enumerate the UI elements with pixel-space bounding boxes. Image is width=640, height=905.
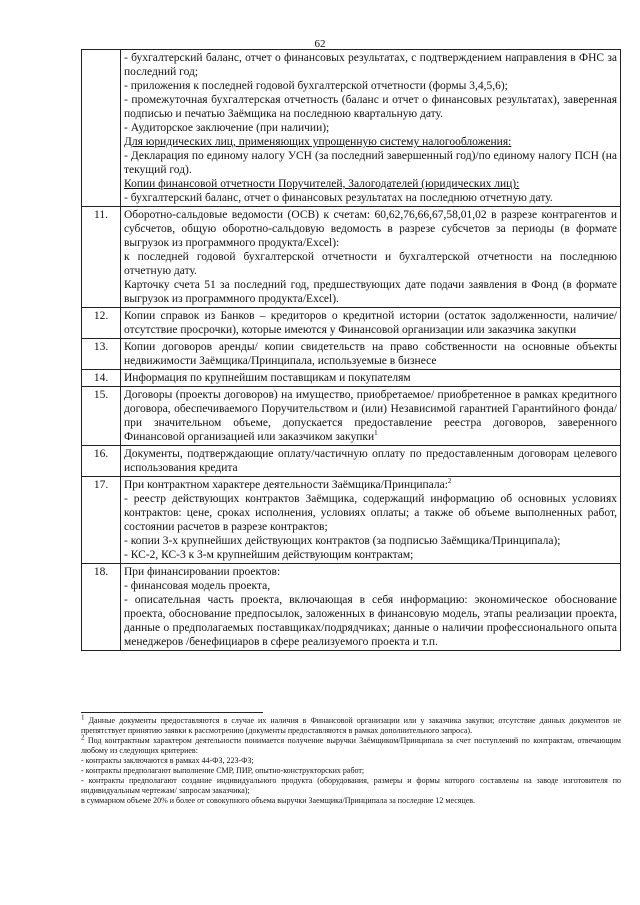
footnote-1 (81, 713, 621, 736)
documents-table (81, 49, 621, 651)
row-number: 18. (82, 564, 121, 651)
row-number: 16. (82, 446, 121, 477)
table-row (82, 207, 621, 308)
row-number: 11. (82, 207, 121, 308)
footnote-ref: 2 (447, 477, 452, 486)
row-number (82, 50, 121, 207)
row-number: 14. (82, 370, 121, 387)
footnote-2 (81, 733, 621, 756)
row-content (121, 50, 621, 207)
page-number: 62 (314, 38, 326, 50)
footnote-text: Данные документы предоставляются в случае их наличия в Финансовой организации или у заказчика закупки; отсутствие данных документов не препятствует принятию заявки к рассмотрению (документы предоставляются в рамках дополнительного запроса). (81, 716, 621, 735)
list-item: - Декларация по единому налогу УСН (за последний завершенный год)/по единому налогу ПСН (на текущий год). (124, 150, 617, 176)
table-row (82, 339, 621, 370)
row-content: Информация по крупнейшим поставщикам и покупателям (121, 370, 621, 387)
list-item: - промежуточная бухгалтерская отчетность (баланс и отчет о финансовых результатах), заверенная подписью и печатью Заёмщика на последнюю квартальную дату. (124, 94, 617, 120)
list-item: - Аудиторское заключение (при наличии); (124, 122, 330, 134)
row-text: Карточку счета 51 за последний год, предшествующих дате подачи заявления в Фонд (в формате выгрузок из программного продукта/Excel). (124, 279, 617, 305)
row-content (121, 207, 621, 308)
list-item: - описательная часть проекта, включающая в себя информацию: экономическое обоснование проекта, обоснование предпосылок, заложенных в финансовую модель, этапы реализации проекта, данные о предполагаемых поставщиках/подрядчиках; данные о наличии профессионального опыта менеджеров /бенефициаров в сфере реализуемого проекта и т.п. (124, 594, 617, 648)
row-heading-text: При контрактном характере деятельности Заёмщика/Принципала: (124, 479, 448, 491)
footnote-ref: 1 (374, 429, 378, 438)
list-item: - приложения к последней годовой бухгалтерской отчетности (формы 3,4,5,6); (124, 80, 508, 92)
row-content (121, 387, 621, 446)
list-item: - финансовая модель проекта, (124, 580, 271, 592)
footnotes (81, 713, 621, 806)
row-number: 12. (82, 308, 121, 339)
row-content: Копии справок из Банков – кредиторов о кредитной истории (остаток задолженности, наличие/отсутствие просрочки), которые имеются у Финансовой организации или заказчика закупки (121, 308, 621, 339)
list-item: - бухгалтерский баланс, отчет о финансовых результатах, с подтверждением направления в ФНС за последний год; (124, 52, 617, 78)
row-content: Документы, подтверждающие оплату/частичную оплату по предоставленным договорам целевого использования кредита (121, 446, 621, 477)
table-row (82, 370, 621, 387)
footnote-text: Под контрактным характером деятельности понимается получение выручки Заёмщиком/Принципала за счет поступлений по контрактам, отвечающим любому из следующих критериев: (81, 736, 621, 755)
row-content (121, 564, 621, 651)
table-row-continuation (82, 50, 621, 207)
row-content: Копии договоров аренды/ копии свидетельств на право собственности на основные объекты недвижимости Заёмщика/Принципала, используемые в бизнесе (121, 339, 621, 370)
list-item: - копии 3-х крупнейших действующих контрактов (за подписью Заёмщика/Принципала); (124, 535, 561, 547)
footnote-mark: 2 (81, 733, 85, 742)
row-number: 15. (82, 387, 121, 446)
row-heading (124, 478, 617, 492)
footnote-item: в суммарном объеме 20% и более от совокупного объема выручки Заемщика/Принципала за последние 12 месяцев. (81, 796, 476, 805)
list-item: - бухгалтерский баланс, отчет о финансовых результатах на последнюю отчетную дату. (124, 192, 553, 204)
table-row (82, 308, 621, 339)
row-text: Договоры (проекты договоров) на имущество, приобретаемое/ приобретенное в рамках кредитного договора, обеспечиваемого Поручительством и (или) Независимой гарантией Гарантийного фонда/ при значительном объеме, допускается предоставление реестра договоров, заверенного Финансовой организацией или заказчиком закупки (124, 389, 617, 443)
table-row (82, 387, 621, 446)
table-row (82, 446, 621, 477)
section-heading: Копии финансовой отчетности Поручителей, Залогодателей (юридических лиц): (124, 178, 520, 190)
footnote-divider (81, 712, 263, 713)
footnote-item: - контракты предполагают создание индивидуального продукта (оборудования, размеры и формы которого составлены на заводе изготовителя по индивидуальным чертежам/ запросам заказчика); (81, 776, 621, 795)
row-content (121, 477, 621, 564)
list-item: При финансировании проектов: (124, 566, 281, 578)
table-row (82, 564, 621, 651)
row-text: к последней годовой бухгалтерской отчетности и бухгалтерской отчетности на последнюю отчетную дату. (124, 251, 617, 277)
table-row (82, 477, 621, 564)
row-text: Оборотно-сальдовые ведомости (ОСВ) к счетам: 60,62,76,66,67,58,01,02 в разрезе контрагентов и субсчетов, общую оборотно-сальдовую ведомость в разрезе субсчетов за периоды (в формате выгрузок из программного продукта/Excel): (124, 209, 617, 249)
list-item: - реестр действующих контрактов Заёмщика, содержащий информацию об основных условиях контрактов: цене, сроках исполнения, условиях оплаты; а также об объеме выполненных работ, состоянии расчетов в разрезе контрактов; (124, 493, 617, 533)
footnote-item: - контракты предполагают выполнение СМР, ПИР, опытно-конструкторских работ; (81, 766, 365, 775)
section-heading: Для юридических лиц, применяющих упрощенную систему налогообложения: (124, 136, 512, 148)
row-number: 13. (82, 339, 121, 370)
footnote-mark: 1 (81, 713, 85, 722)
list-item: - КС-2, КС-3 к 3-м крупнейшим действующим контрактам; (124, 549, 414, 561)
row-number: 17. (82, 477, 121, 564)
footnote-item: - контракты заключаются в рамках 44-ФЗ, 223-ФЗ; (81, 756, 254, 765)
